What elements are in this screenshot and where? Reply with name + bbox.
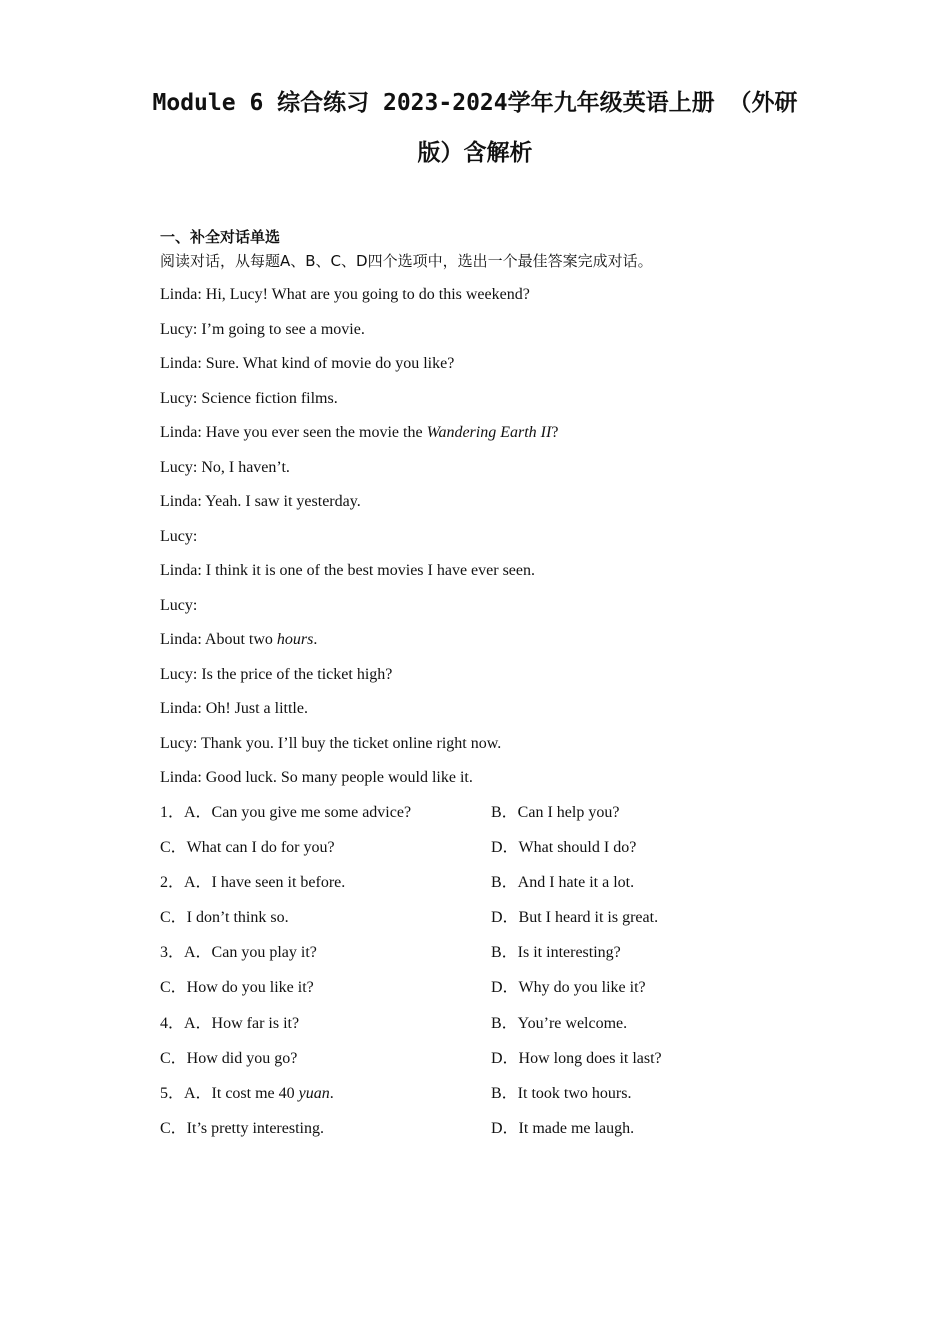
option-right: B．Can I help you? (491, 804, 620, 821)
dialogue-line: Linda: I think it is one of the best movies I have ever seen. (160, 562, 536, 579)
option-left: C．How did you go? (160, 1049, 298, 1067)
dialogue-line: Linda: About two hours. (160, 631, 318, 648)
option-right: D．What should I do? (491, 839, 637, 857)
dialogue-line: Lucy: Is the price of the ticket high? (160, 665, 393, 683)
dialogue-line: Linda: Hi, Lucy! What are you going to do this weekend? (160, 286, 530, 303)
option-right: B．You’re welcome. (491, 1014, 628, 1032)
option-row (160, 1119, 860, 1154)
option-row (160, 838, 860, 873)
dialogue-line: Lucy: (160, 527, 198, 545)
option-left: 5．A．It cost me 40 yuan. (160, 1084, 334, 1102)
dialogue-line: Linda: Good luck. So many people would like it. (160, 769, 473, 786)
dialogue-line: Lucy: (160, 596, 198, 614)
option-row (160, 1014, 860, 1049)
dialogue-line: Lucy: No, I haven’t. (160, 458, 290, 476)
option-left: 1．A．Can you give me some advice? (160, 804, 412, 821)
option-left: C．It’s pretty interesting. (160, 1119, 324, 1137)
dialogue-line: Lucy: Thank you. I’ll buy the ticket online right now. (160, 734, 502, 752)
dialogue-line: Lucy: Science fiction films. (160, 389, 338, 407)
dialogue-line: Linda: Have you ever seen the movie the Wandering Earth II? (160, 424, 559, 441)
option-left: C．I don’t think so. (160, 909, 289, 927)
answer-options (160, 803, 860, 1154)
dialogue (160, 285, 860, 803)
option-row (160, 873, 860, 908)
title-line-2: 版）含解析 (417, 140, 533, 166)
option-left: 4．A．How far is it? (160, 1014, 300, 1032)
option-right: B．Is it interesting? (491, 944, 621, 962)
option-left: 2．A．I have seen it before. (160, 874, 346, 892)
dialogue-line: Linda: Sure. What kind of movie do you like? (160, 355, 455, 372)
option-left: 3．A．Can you play it? (160, 944, 317, 962)
option-row (160, 1049, 860, 1084)
dialogue-line: Lucy: I’m going to see a movie. (160, 320, 365, 338)
option-right: D．How long does it last? (491, 1049, 662, 1067)
option-right: B．And I hate it a lot. (491, 874, 635, 892)
dialogue-line: Linda: Yeah. I saw it yesterday. (160, 493, 361, 510)
option-row (160, 908, 860, 943)
option-right: D．But I heard it is great. (491, 909, 659, 927)
option-row (160, 978, 860, 1013)
section-heading: 一、补全对话单选 (160, 228, 281, 246)
option-right: B．It took two hours. (491, 1084, 632, 1102)
option-row (160, 803, 860, 838)
option-row (160, 1084, 860, 1119)
title-line-1: Module 6 综合练习 2023-2024学年九年级英语上册 （外研 (152, 90, 798, 116)
option-right: D．It made me laugh. (491, 1119, 635, 1137)
dialogue-line: Linda: Oh! Just a little. (160, 700, 308, 717)
option-left: C．What can I do for you? (160, 839, 335, 857)
document-title (150, 78, 800, 178)
option-right: D．Why do you like it? (491, 979, 646, 997)
option-left: C．How do you like it? (160, 979, 314, 997)
section-instruction: 阅读对话，从每题A、B、C、D四个选项中，选出一个最佳答案完成对话。 (160, 252, 653, 270)
option-row (160, 943, 860, 978)
